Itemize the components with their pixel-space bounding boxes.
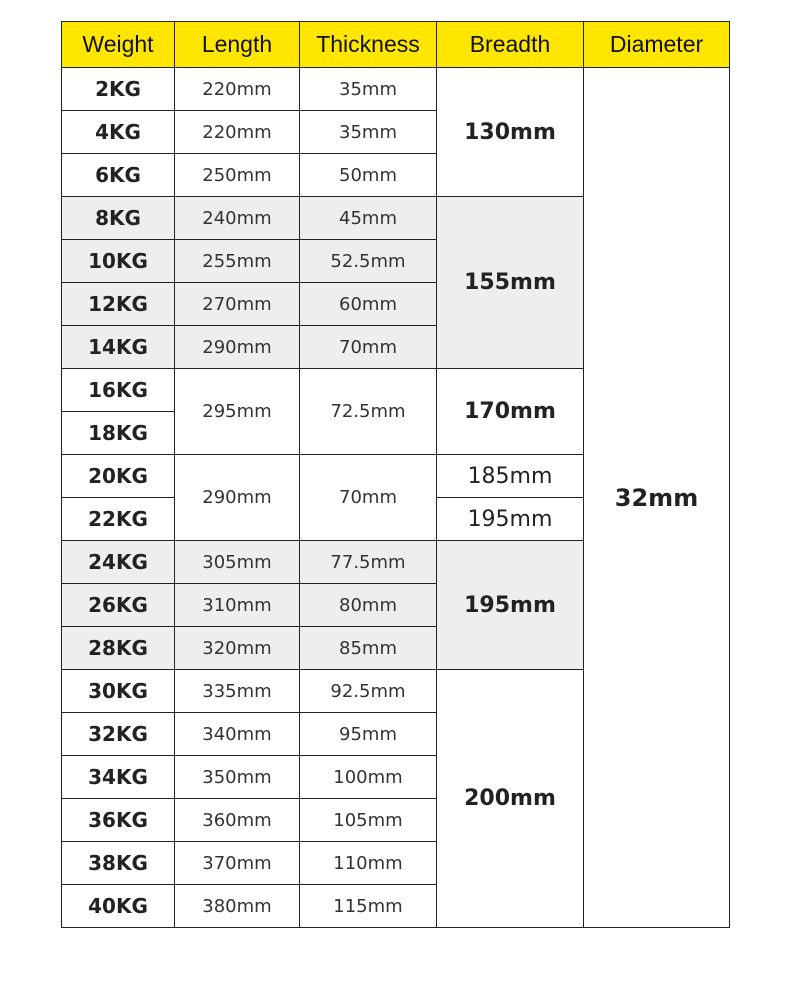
breadth-cell: 200mm xyxy=(437,670,584,928)
length-cell: 290mm xyxy=(175,326,300,369)
header-diameter: Diameter xyxy=(584,22,730,68)
breadth-cell: 130mm xyxy=(437,68,584,197)
thickness-cell: 95mm xyxy=(300,713,437,756)
weight-cell: 26KG xyxy=(62,584,175,627)
length-cell: 350mm xyxy=(175,756,300,799)
thickness-cell: 72.5mm xyxy=(300,369,437,455)
thickness-cell: 80mm xyxy=(300,584,437,627)
weight-cell: 30KG xyxy=(62,670,175,713)
weight-cell: 28KG xyxy=(62,627,175,670)
weight-cell: 40KG xyxy=(62,885,175,928)
breadth-cell: 170mm xyxy=(437,369,584,455)
weight-cell: 14KG xyxy=(62,326,175,369)
header-breadth: Breadth xyxy=(437,22,584,68)
length-cell: 255mm xyxy=(175,240,300,283)
length-cell: 370mm xyxy=(175,842,300,885)
weight-cell: 36KG xyxy=(62,799,175,842)
table-row xyxy=(62,68,730,111)
weight-cell: 2KG xyxy=(62,68,175,111)
length-cell: 310mm xyxy=(175,584,300,627)
weight-cell: 22KG xyxy=(62,498,175,541)
length-cell: 295mm xyxy=(175,369,300,455)
weight-cell: 10KG xyxy=(62,240,175,283)
thickness-cell: 35mm xyxy=(300,111,437,154)
table-body xyxy=(62,68,730,928)
length-cell: 270mm xyxy=(175,283,300,326)
length-cell: 335mm xyxy=(175,670,300,713)
thickness-cell: 92.5mm xyxy=(300,670,437,713)
diameter-cell: 32mm xyxy=(584,68,730,928)
thickness-cell: 35mm xyxy=(300,68,437,111)
thickness-cell: 77.5mm xyxy=(300,541,437,584)
thickness-cell: 100mm xyxy=(300,756,437,799)
weight-cell: 32KG xyxy=(62,713,175,756)
thickness-cell: 70mm xyxy=(300,326,437,369)
weight-cell: 20KG xyxy=(62,455,175,498)
header-thickness: Thickness xyxy=(300,22,437,68)
thickness-cell: 50mm xyxy=(300,154,437,197)
breadth-cell: 195mm xyxy=(437,498,584,541)
length-cell: 305mm xyxy=(175,541,300,584)
length-cell: 290mm xyxy=(175,455,300,541)
header-length: Length xyxy=(175,22,300,68)
breadth-cell: 195mm xyxy=(437,541,584,670)
length-cell: 320mm xyxy=(175,627,300,670)
length-cell: 250mm xyxy=(175,154,300,197)
weight-cell: 12KG xyxy=(62,283,175,326)
weight-cell: 34KG xyxy=(62,756,175,799)
weight-cell: 24KG xyxy=(62,541,175,584)
thickness-cell: 45mm xyxy=(300,197,437,240)
weight-cell: 6KG xyxy=(62,154,175,197)
thickness-cell: 85mm xyxy=(300,627,437,670)
breadth-cell: 185mm xyxy=(437,455,584,498)
length-cell: 340mm xyxy=(175,713,300,756)
weight-cell: 38KG xyxy=(62,842,175,885)
weight-cell: 16KG xyxy=(62,369,175,412)
length-cell: 360mm xyxy=(175,799,300,842)
header-row xyxy=(62,22,730,68)
breadth-cell: 155mm xyxy=(437,197,584,369)
length-cell: 240mm xyxy=(175,197,300,240)
thickness-cell: 105mm xyxy=(300,799,437,842)
thickness-cell: 52.5mm xyxy=(300,240,437,283)
weight-cell: 18KG xyxy=(62,412,175,455)
length-cell: 220mm xyxy=(175,111,300,154)
spec-table xyxy=(61,21,730,928)
thickness-cell: 70mm xyxy=(300,455,437,541)
thickness-cell: 110mm xyxy=(300,842,437,885)
table-header xyxy=(62,22,730,68)
weight-cell: 4KG xyxy=(62,111,175,154)
thickness-cell: 115mm xyxy=(300,885,437,928)
header-weight: Weight xyxy=(62,22,175,68)
weight-cell: 8KG xyxy=(62,197,175,240)
length-cell: 220mm xyxy=(175,68,300,111)
length-cell: 380mm xyxy=(175,885,300,928)
thickness-cell: 60mm xyxy=(300,283,437,326)
